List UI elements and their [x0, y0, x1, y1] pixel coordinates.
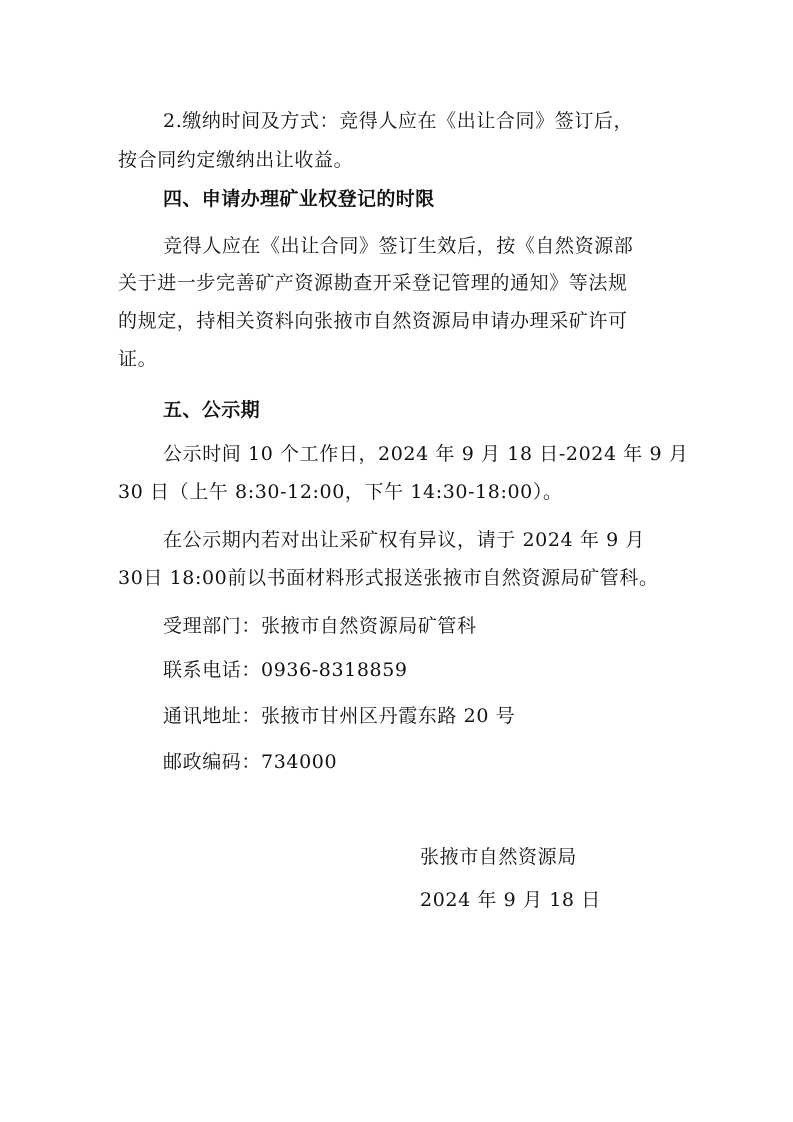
signature-organization: 张掖市自然资源局	[420, 846, 577, 868]
section-4-heading: 四、申请办理矿业权登记的时限	[163, 188, 435, 210]
payment-line-2: 按合同约定缴纳出让收益。	[118, 149, 354, 171]
contact-department: 受理部门：张掖市自然资源局矿管科	[163, 615, 477, 637]
section-4-line-2: 关于进一步完善矿产资源勘查开采登记管理的通知》等法规	[118, 272, 628, 294]
contact-postcode: 邮政编码：734000	[163, 751, 338, 773]
section-4-line-1: 竞得人应在《出让合同》签订生效后，按《自然资源部	[163, 235, 634, 257]
objection-line-2: 30日 18:00前以书面材料形式报送张掖市自然资源局矿管科。	[118, 567, 659, 589]
section-5-heading: 五、公示期	[163, 399, 261, 421]
contact-phone: 联系电话：0936-8318859	[163, 659, 408, 681]
notice-period-line-2: 30 日（上午 8:30-12:00，下午 14:30-18:00）。	[118, 481, 563, 503]
notice-period-line-1: 公示时间 10 个工作日，2024 年 9 月 18 日-2024 年 9 月	[163, 443, 689, 465]
signature-date: 2024 年 9 月 18 日	[420, 889, 601, 911]
objection-line-1: 在公示期内若对出让采矿权有异议，请于 2024 年 9 月	[163, 529, 646, 551]
contact-address: 通讯地址：张掖市甘州区丹霞东路 20 号	[163, 705, 516, 727]
section-4-line-4: 证。	[118, 348, 158, 370]
section-4-line-3: 的规定，持相关资料向张掖市自然资源局申请办理采矿许可	[118, 310, 628, 332]
payment-line-1: 2.缴纳时间及方式：竞得人应在《出让合同》签订后，	[163, 110, 634, 132]
